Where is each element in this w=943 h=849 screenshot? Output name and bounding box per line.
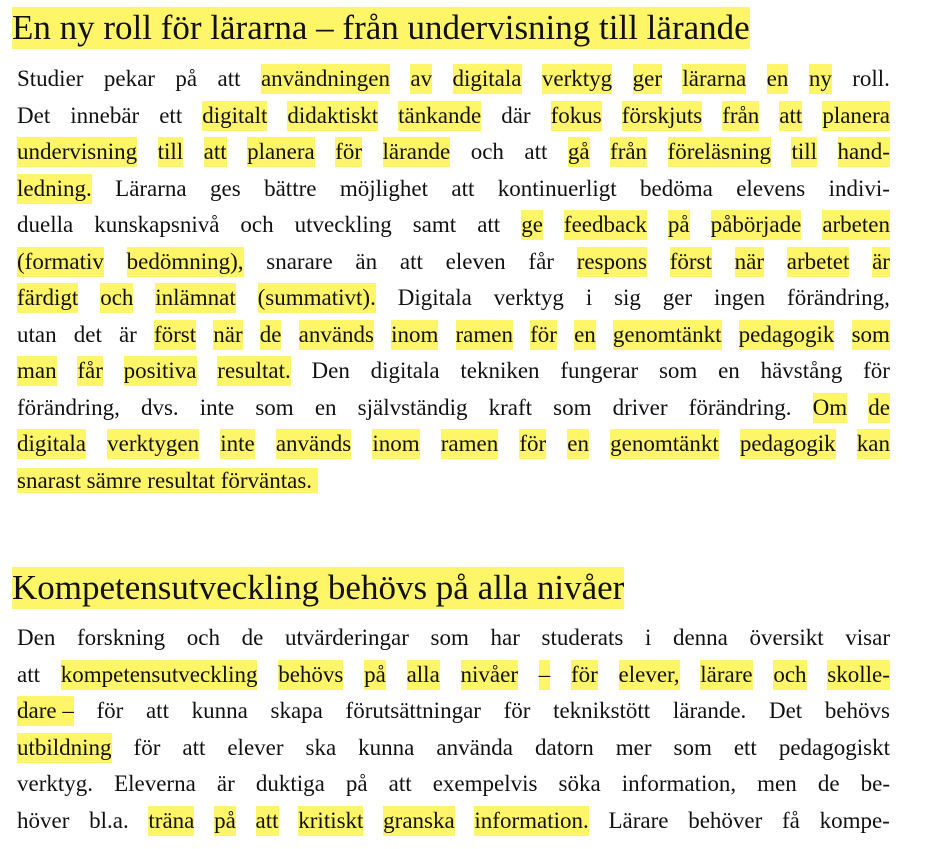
- body-text: Lärare: [608, 807, 669, 833]
- paragraph-line: [17, 733, 890, 763]
- body-text: som: [658, 358, 698, 383]
- body-text: roll.: [852, 66, 890, 91]
- paragraph-line: [17, 137, 890, 167]
- body-text: elevens: [736, 175, 806, 201]
- highlighted-text: först: [670, 247, 712, 277]
- body-text: det: [73, 321, 102, 347]
- body-text: pekar: [103, 66, 155, 91]
- body-text: dvs.: [140, 394, 179, 420]
- highlighted-text: en: [574, 320, 596, 350]
- body-text: att: [17, 661, 40, 687]
- body-text: för: [863, 358, 890, 383]
- body-text: en: [314, 394, 337, 420]
- body-text: i: [585, 285, 593, 310]
- body-text: samt: [412, 212, 457, 237]
- body-text: skapa: [270, 698, 323, 723]
- paragraph-line: [17, 320, 890, 350]
- highlighted-text: av: [410, 64, 432, 94]
- highlighted-text: för: [571, 660, 598, 690]
- highlighted-text: tänkande: [398, 101, 481, 131]
- body-text: är: [118, 321, 137, 347]
- body-text: Studier: [17, 66, 84, 91]
- body-text: denna: [672, 625, 728, 650]
- body-text: mer: [615, 734, 652, 760]
- highlighted-text: undervisning: [17, 137, 137, 167]
- body-text: snarare: [266, 248, 333, 274]
- highlighted-text: när: [213, 320, 242, 350]
- highlighted-text: på: [364, 660, 386, 690]
- body-text: bedöma: [640, 175, 713, 201]
- highlighted-text: ramen: [456, 320, 513, 350]
- highlighted-text: inte: [220, 429, 255, 459]
- body-text: och: [186, 625, 220, 650]
- body-text: för: [503, 698, 531, 723]
- body-text: i: [644, 625, 652, 650]
- paragraph-line: [17, 466, 890, 496]
- body-text: behöver: [688, 807, 763, 833]
- body-text: de: [817, 771, 840, 796]
- body-text: elever: [227, 734, 284, 760]
- body-text: höver: [17, 807, 70, 833]
- body-text: än: [355, 248, 378, 274]
- highlighted-text: gå: [568, 137, 590, 167]
- highlighted-text: positiva: [124, 356, 197, 386]
- highlighted-text: information.: [474, 806, 588, 836]
- body-text: och: [240, 212, 274, 237]
- body-text: utvärderingar: [285, 625, 409, 650]
- highlighted-text: på: [214, 806, 236, 836]
- highlighted-text: kritiskt: [298, 806, 363, 836]
- section-heading-new-teacher-role: En ny roll för lärarna – från undervisning till lärande: [12, 8, 750, 47]
- body-text: ges: [210, 175, 241, 201]
- highlighted-text: att: [204, 137, 227, 167]
- highlighted-text: (formativ: [17, 247, 104, 277]
- body-text: förändring,: [17, 394, 120, 420]
- body-text: fungerar: [560, 358, 639, 383]
- body-text: där: [501, 102, 531, 128]
- highlighted-text: får: [77, 356, 103, 386]
- highlighted-text: träna: [148, 806, 194, 836]
- highlighted-text: genomtänkt: [613, 320, 722, 350]
- highlighted-text: ny: [809, 64, 832, 94]
- highlighted-text: genomtänkt: [610, 429, 719, 459]
- paragraph-line: [17, 429, 890, 459]
- highlighted-text: lärarna: [682, 64, 746, 94]
- body-text: en: [718, 358, 740, 383]
- body-text: innebär: [70, 102, 140, 128]
- highlighted-text: skolle-: [827, 660, 890, 690]
- body-text: förutsättningar: [345, 698, 481, 723]
- paragraph-line: [17, 247, 890, 277]
- body-text: för: [133, 734, 161, 760]
- highlighted-text: en: [767, 64, 789, 94]
- body-text: bättre: [264, 175, 317, 201]
- body-text: att: [388, 771, 412, 796]
- highlighted-text: arbetet: [787, 247, 850, 277]
- highlighted-text: kan: [857, 429, 890, 459]
- body-text: få: [781, 807, 800, 833]
- body-text: de: [241, 625, 264, 650]
- body-text: ett: [733, 734, 757, 760]
- body-text: lärande.: [672, 698, 747, 723]
- body-text: driver: [612, 394, 668, 420]
- highlighted-text: bedömning),: [127, 247, 244, 277]
- body-text: exempelvis: [432, 771, 538, 796]
- body-text: att: [145, 698, 169, 723]
- highlighted-text: de: [868, 393, 890, 423]
- body-text: möjlighet: [339, 175, 429, 201]
- highlighted-text: digitala: [453, 64, 522, 94]
- highlighted-text: fokus: [551, 101, 602, 131]
- highlighted-text: att: [256, 806, 279, 836]
- body-text: men: [757, 771, 797, 796]
- body-text: att: [182, 734, 206, 760]
- highlighted-text: pedagogik: [739, 320, 835, 350]
- highlighted-text: nivåer: [461, 660, 518, 690]
- highlighted-text: först: [154, 320, 196, 350]
- highlighted-text: planera: [247, 137, 315, 167]
- body-text: eleven: [445, 248, 506, 274]
- body-text: självständig: [357, 394, 468, 420]
- body-text: använda: [436, 734, 514, 760]
- highlighted-text: feedback: [564, 210, 647, 240]
- highlighted-text: kompetensutveckling: [61, 660, 258, 690]
- body-text: söka: [558, 771, 601, 796]
- body-text: Den: [17, 625, 56, 650]
- body-text: bl.a.: [89, 807, 129, 833]
- highlighted-text: –: [539, 660, 551, 690]
- highlighted-text: färdigt: [17, 283, 78, 313]
- body-text: som: [430, 625, 469, 650]
- highlighted-text: påbörjade: [711, 210, 802, 240]
- highlighted-text: inom: [372, 429, 419, 459]
- body-text: datorn: [535, 734, 594, 760]
- body-text: översikt: [749, 625, 824, 650]
- paragraph-line: [17, 393, 890, 423]
- section-heading-competence-development: Kompetensutveckling behövs på alla nivåer: [12, 568, 625, 607]
- body-text: kraft: [488, 394, 533, 420]
- highlighted-text: didaktiskt: [287, 101, 378, 131]
- body-text: Det: [768, 698, 803, 723]
- highlighted-text: användningen: [261, 64, 390, 94]
- body-text: kunna: [191, 698, 248, 723]
- paragraph-line: [17, 174, 890, 204]
- body-text: inte: [199, 394, 235, 420]
- body-text: kontinuerligt: [497, 175, 617, 201]
- highlighted-text: verktygen: [107, 429, 199, 459]
- body-text: har: [490, 625, 520, 650]
- body-text: forskning: [76, 625, 166, 650]
- highlighted-text: digitala: [17, 429, 86, 459]
- highlighted-text: och: [100, 283, 133, 313]
- paragraph-line: [17, 283, 890, 313]
- body-text: tekniken: [460, 358, 540, 383]
- highlighted-text: används: [299, 320, 374, 350]
- paragraph-line: [17, 696, 890, 726]
- body-text: att: [524, 139, 548, 164]
- body-text: digitala: [370, 358, 440, 383]
- body-text: förändring.: [688, 394, 792, 420]
- body-text: duktiga: [255, 771, 325, 796]
- highlighted-text: ramen: [441, 429, 498, 459]
- body-text: förändring,: [787, 285, 890, 310]
- body-text: kompe-: [819, 807, 890, 833]
- body-text: kunskapsnivå: [94, 212, 220, 237]
- body-text: studerats: [541, 625, 624, 650]
- highlighted-text: från: [610, 137, 647, 167]
- body-text: att: [217, 66, 241, 91]
- highlighted-text: ger: [633, 64, 662, 94]
- highlighted-text: granska: [383, 806, 455, 836]
- highlighted-text: till: [791, 137, 817, 167]
- highlighted-text: till: [158, 137, 184, 167]
- highlighted-text: ledning.: [17, 174, 92, 204]
- body-text: Det: [17, 102, 51, 128]
- paragraph-line: [17, 210, 890, 240]
- body-text: verktyg.: [17, 771, 94, 796]
- highlighted-text: när: [735, 247, 764, 277]
- highlighted-text: inlämnat: [155, 283, 235, 313]
- body-text: att: [451, 175, 475, 201]
- highlighted-text: för: [335, 137, 362, 167]
- body-text: som: [255, 394, 294, 420]
- highlighted-text: föreläsning: [668, 137, 771, 167]
- body-text: att: [399, 248, 423, 274]
- highlighted-text: används: [276, 429, 351, 459]
- body-text: att: [477, 212, 501, 237]
- body-text: duella: [17, 212, 74, 237]
- highlighted-text: de: [260, 320, 282, 350]
- paragraph-line: [17, 769, 890, 799]
- body-text: Eleverna: [114, 771, 196, 796]
- highlighted-text: resultat.: [217, 356, 290, 386]
- body-text: verktyg: [493, 285, 564, 310]
- highlighted-text: från: [722, 101, 759, 131]
- paragraph-line: [17, 64, 890, 94]
- highlighted-text: Om: [813, 393, 848, 423]
- highlighted-text: och: [773, 660, 806, 690]
- highlighted-text: pedagogik: [740, 429, 836, 459]
- body-text: och: [470, 139, 504, 164]
- body-text: utveckling: [294, 212, 392, 237]
- paragraph-line: [17, 806, 890, 836]
- body-text: behövs: [824, 698, 890, 723]
- highlighted-text: är: [872, 247, 890, 277]
- body-text: be-: [860, 771, 890, 796]
- highlighted-text: för: [519, 429, 546, 459]
- highlighted-text: man: [17, 356, 57, 386]
- highlighted-text: arbeten: [822, 210, 890, 240]
- highlighted-text: för: [530, 320, 557, 350]
- body-text: teknikstött: [553, 698, 651, 723]
- highlighted-text: förskjuts: [622, 101, 703, 131]
- highlighted-text: dare –: [17, 696, 74, 726]
- paragraph-line: [17, 101, 890, 131]
- body-text: Den: [311, 358, 350, 383]
- body-text: ger: [662, 285, 693, 310]
- paragraph-line: [17, 623, 890, 653]
- highlighted-text: snarast sämre resultat förväntas.: [17, 467, 318, 493]
- body-text: indivi-: [828, 175, 890, 201]
- highlighted-text: behövs: [278, 660, 343, 690]
- body-text: som: [673, 734, 712, 760]
- body-text: Lärarna: [115, 175, 187, 201]
- highlighted-text: lärande: [383, 137, 451, 167]
- body-text: på: [345, 771, 368, 796]
- highlighted-text: som: [852, 320, 890, 350]
- highlighted-text: en: [567, 429, 589, 459]
- body-text: pedagogiskt: [778, 734, 890, 760]
- body-text: utan: [17, 321, 57, 347]
- body-text: får: [528, 248, 554, 274]
- body-text: information,: [621, 771, 737, 796]
- body-text: ingen: [714, 285, 766, 310]
- body-text: på: [175, 66, 198, 91]
- body-text: ett: [159, 102, 183, 128]
- body-text: visar: [845, 625, 890, 650]
- highlighted-text: ge: [521, 210, 543, 240]
- highlighted-text: utbildning: [17, 733, 112, 763]
- highlighted-text: alla: [407, 660, 440, 690]
- highlighted-text: verktyg: [542, 64, 612, 94]
- highlighted-text: digitalt: [202, 101, 267, 131]
- body-text: sig: [614, 285, 641, 310]
- body-text: hävstång: [760, 358, 843, 383]
- body-text: för: [96, 698, 124, 723]
- highlighted-text: att: [779, 101, 802, 131]
- highlighted-text: elever,: [619, 660, 680, 690]
- body-text: Digitala: [397, 285, 472, 310]
- highlighted-text: på: [668, 210, 690, 240]
- paragraph-line: [17, 356, 890, 386]
- highlighted-text: planera: [822, 101, 890, 131]
- highlighted-text: respons: [577, 247, 647, 277]
- body-text: ska: [305, 734, 337, 760]
- highlighted-text: hand-: [838, 137, 890, 167]
- highlighted-text: (summativt).: [258, 283, 376, 313]
- highlighted-text: inom: [391, 320, 438, 350]
- paragraph-line: [17, 660, 890, 690]
- body-text: är: [216, 771, 235, 796]
- highlighted-text: lärare: [700, 660, 752, 690]
- body-text: kunna: [358, 734, 415, 760]
- body-text: som: [553, 394, 592, 420]
